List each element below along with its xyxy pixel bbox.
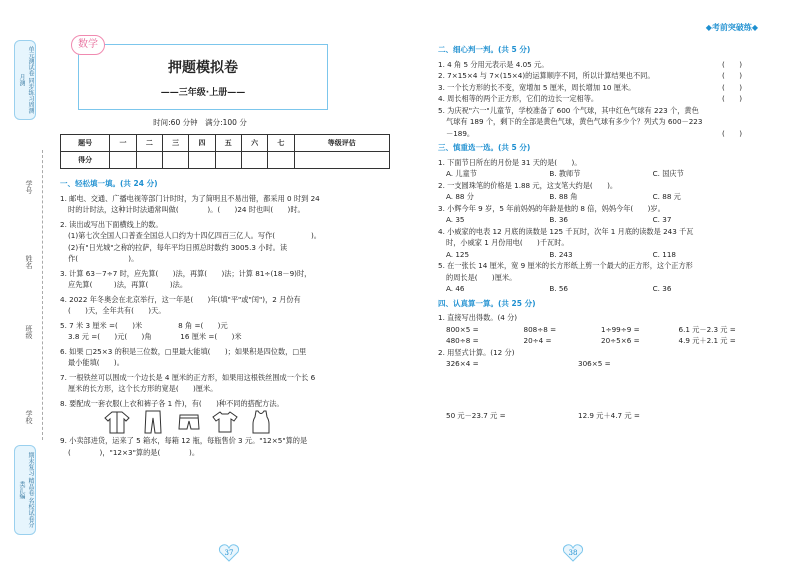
side-strip-top-text: 单元测试卷 同步练习周测月测 [18, 46, 34, 114]
score-cell[interactable] [162, 152, 188, 169]
choice-2: 2. 一支圆珠笔的价格是 1.88 元，这支笔大约是( )。 [438, 180, 618, 190]
question-8: 8. 要配成一套衣服(上衣和裤子各 1 件)，有( )种不同的搭配方法。 [60, 398, 284, 408]
right-questions [438, 44, 756, 421]
side-strip-top [14, 40, 36, 120]
choice-option[interactable]: C. 88 元 [652, 192, 681, 201]
choice-2-options [438, 191, 756, 203]
score-cell[interactable] [110, 152, 136, 169]
question-4-line-2: ( )天，全年共有( )天。 [68, 306, 166, 315]
question-2a: (1)第七次全国人口普查全国总人口约为十四亿四百三亿人。写作( )。 [68, 231, 321, 240]
score-header-row [61, 135, 390, 152]
section-1-heading: 一、轻松填一填。(共 24 分) [60, 179, 158, 188]
choice-option[interactable]: B. 教师节 [549, 169, 581, 178]
score-value-row [61, 152, 390, 169]
top-banner: ◆考前突破练◆ [705, 23, 758, 32]
calc-item: 20÷5×6 = [601, 336, 640, 345]
calc-item: 4.9 元＋2.1 元 = [678, 336, 736, 345]
page-number-left [218, 544, 240, 562]
score-header: 题号 [61, 135, 110, 152]
page-number-left-text: 37 [224, 549, 234, 557]
judge-5-text: －189。 [446, 128, 475, 138]
left-questions [60, 178, 395, 458]
page-number-right-text: 38 [568, 549, 578, 557]
page-subtitle: ——三年级·上册—— [160, 88, 246, 98]
title-box [78, 39, 328, 110]
calc-2-row-1 [438, 358, 756, 370]
question-2b: (2)有"日光城"之称的拉萨，每年平均日照总时数约 3005.3 小时。读 [68, 242, 288, 252]
choice-option[interactable]: A. 儿童节 [446, 169, 477, 178]
choice-option[interactable]: A. 46 [446, 284, 465, 293]
choice-5-line-1: 5. 在一张长 14 厘米，宽 9 厘米的长方形纸上剪一个最大的正方形，这个正方形 [438, 261, 693, 270]
bind-label-name: 姓名 [25, 255, 33, 269]
bind-label-school: 学校 [25, 410, 33, 424]
time-line: 时间:60 分钟 满分:100 分 [153, 118, 247, 127]
bind-label-class: 班级 [25, 325, 33, 339]
calc-item: 800×5 = [446, 324, 479, 334]
question-9-line-1: 9. 小卖部进货，运来了 5 箱水，每箱 12 瓶，每瓶售价 3 元。"12×5"算的是 [60, 436, 308, 445]
calc-item: 12.9 元＋4.7 元 = [578, 410, 640, 420]
choice-option[interactable]: A. 125 [446, 249, 470, 259]
choice-1-options [438, 168, 756, 180]
choice-option[interactable]: C. 国庆节 [652, 169, 684, 178]
choice-3: 3. 小辉今年 9 岁，5 年前妈妈的年龄是他的 8 倍，妈妈今年( )岁。 [438, 203, 665, 213]
clothes-illustration [60, 409, 395, 435]
choice-5-options [438, 283, 756, 295]
page-number-right [562, 544, 584, 562]
section-4-heading: 四、认真算一算。(共 25 分) [438, 298, 536, 308]
question-3-line-2: 应先算( )法，再算( )法。 [68, 280, 188, 289]
judge-5-line-3 [438, 128, 756, 140]
judge-2-text: 2. 7×15×4 与 7×(15×4)的运算顺序不同，所以计算结果也不同。 [438, 71, 655, 80]
calc-item: 50 元－23.7 元 = [446, 410, 506, 420]
choice-option[interactable]: B. 88 角 [549, 192, 578, 201]
choice-4-options [438, 249, 756, 261]
subject-badge: 数学 [71, 35, 105, 55]
score-header: 二 [136, 135, 162, 152]
judge-4 [438, 93, 756, 105]
score-cell[interactable] [294, 152, 389, 169]
calc-item: 808÷8 = [523, 324, 557, 334]
judge-5-answer[interactable]: ( ) [722, 128, 742, 138]
section-2-heading: 二、细心判一判。(共 5 分) [438, 45, 531, 54]
judge-1-text: 1. 4 角 5 分用元表示是 4.05 元。 [438, 59, 549, 69]
calc-item: 20÷4 = [523, 336, 552, 345]
judge-5-line-2: 气球有 189 个，剩下的全部是黄色气球，黄色气球有多少个？列式为 600－223 [446, 117, 703, 126]
score-header: 五 [215, 135, 241, 152]
question-3-line-1: 3. 计算 63－7÷7 时，应先算( )法，再算( )法；计算 81÷(18－9)时， [60, 268, 312, 278]
question-5-line-1: 5. 7 米 3 厘米 =( )米 8 角 =( )元 [60, 320, 228, 330]
calc-workspace[interactable] [438, 370, 756, 410]
judge-4-text: 4. 周长相等的两个正方形，它们的边长一定相等。 [438, 94, 599, 103]
side-strip-bottom-text: 期末复习 精品卷 名校试卷分类汇编 [18, 452, 34, 528]
binding-line [42, 150, 43, 440]
trousers-icon [140, 410, 166, 434]
right-page [400, 0, 800, 576]
calc-item: 6.1 元－2.3 元 = [678, 324, 736, 334]
choice-3-options [438, 214, 756, 226]
vest-icon [248, 410, 274, 434]
question-7-line-2: 厘米的长方形，这个长方形的宽是( )厘米。 [68, 384, 218, 393]
calc-item: 326×4 = [446, 359, 479, 368]
choice-5-line-2: 的周长是( )厘米。 [446, 272, 517, 282]
score-header: 三 [162, 135, 188, 152]
judge-1 [438, 59, 756, 71]
shorts-icon [176, 410, 202, 434]
choice-4-line-1: 4. 小威家的电表 12 月底的读数是 125 千瓦时，次年 1 月底的读数是 243 千瓦 [438, 226, 694, 236]
judge-3-text: 3. 一个长方形的长不变，宽增加 5 厘米，周长增加 10 厘米。 [438, 82, 636, 92]
judge-2-answer[interactable]: ( ) [722, 71, 742, 80]
score-table [60, 134, 390, 169]
calc-1-heading: 1. 直接写出得数。(4 分) [438, 313, 518, 322]
side-strip-bottom [14, 445, 36, 535]
question-2c: 作( )。 [68, 254, 139, 263]
judge-3 [438, 82, 756, 94]
choice-option[interactable]: B. 36 [549, 215, 568, 224]
page-title: 押题模拟卷 [168, 60, 238, 76]
jacket-icon [104, 410, 130, 434]
question-9-line-2: ( )，"12×3"算的是( )。 [68, 447, 200, 457]
choice-1: 1. 下面节日所在的月份是 31 天的是( )。 [438, 157, 582, 167]
judge-2 [438, 70, 756, 82]
calc-2-row-2 [438, 410, 756, 422]
choice-option[interactable]: B. 243 [549, 249, 573, 259]
choice-option[interactable]: B. 56 [549, 284, 568, 293]
question-1-line-2: 时的计时法，这种计时法通常叫做( )。( )24 时也叫( )时。 [68, 205, 305, 214]
score-header: 等级评估 [294, 135, 389, 152]
calc-item: 480÷8 = [446, 336, 479, 345]
choice-option[interactable]: C. 37 [652, 215, 672, 224]
score-header: 七 [268, 135, 294, 152]
score-header: 一 [110, 135, 136, 152]
choice-option[interactable]: A. 35 [446, 215, 465, 224]
judge-5-line-1: 5. 为庆祝"六一"儿童节，学校准备了 600 个气球，其中红色气球有 223 个，黄色 [438, 105, 699, 115]
calc-item: 1÷99÷9 = [601, 324, 640, 334]
choice-option[interactable]: A. 88 分 [446, 192, 474, 201]
calc-item: 306×5 = [578, 359, 611, 368]
tshirt-icon [212, 410, 238, 434]
calc-2-heading: 2. 用竖式计算。(12 分) [438, 347, 515, 357]
score-cell[interactable] [189, 152, 215, 169]
question-5-line-2: 3.8 元 =( )元( )角 16 厘米 =( )米 [68, 332, 242, 341]
score-cell[interactable] [241, 152, 267, 169]
question-6-line-1: 6. 如果 □25×3 的积是三位数，□里最大能填( )；如果积是四位数，□里 [60, 346, 307, 356]
question-2: 2. 读出或写出下面横线上的数。 [60, 219, 163, 229]
calc-1-row-2 [438, 335, 756, 347]
judge-3-answer[interactable]: ( ) [722, 82, 742, 92]
score-header: 六 [241, 135, 267, 152]
question-6-line-2: 最小能填( )。 [68, 358, 124, 367]
judge-1-answer[interactable]: ( ) [722, 59, 742, 69]
score-row-label: 得分 [61, 152, 110, 169]
question-7-line-1: 7. 一根铁丝可以围成一个边长是 4 厘米的正方形，如果用这根铁丝围成一个长 6 [60, 372, 316, 382]
section-3-heading: 三、慎重选一选。(共 5 分) [438, 143, 531, 152]
question-4-line-1: 4. 2022 年冬奥会在北京举行，这一年是( )年(填"平"或"闰")，2 月份有 [60, 294, 301, 304]
choice-option[interactable]: C. 118 [652, 249, 676, 259]
score-cell[interactable] [136, 152, 162, 169]
score-header: 四 [189, 135, 215, 152]
question-1-line-1: 1. 邮电、交通、广播电视等部门计时时，为了简明且不易出错，都采用 0 时到 24 [60, 193, 320, 203]
judge-4-answer[interactable]: ( ) [722, 94, 742, 103]
score-cell[interactable] [215, 152, 241, 169]
bind-label-id: 学号 [25, 180, 33, 194]
score-cell[interactable] [268, 152, 294, 169]
choice-option[interactable]: C. 36 [652, 284, 672, 293]
choice-4-line-2: 时，小威家 1 月份用电( )千瓦时。 [446, 238, 569, 247]
calc-1-row-1 [438, 324, 756, 336]
